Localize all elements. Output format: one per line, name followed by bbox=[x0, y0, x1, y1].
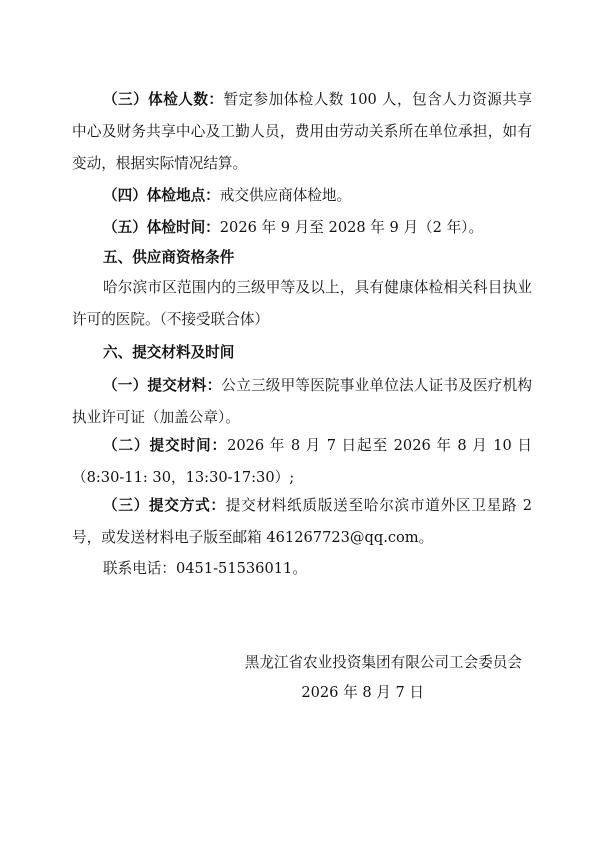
location-label: （四）体检地点： bbox=[103, 187, 220, 204]
headcount-paragraph bbox=[72, 84, 532, 180]
headcount-label: （三）体检人数： bbox=[103, 91, 224, 108]
period-text: 2026 年 9 月至 2028 年 9 月（2 年）。 bbox=[219, 219, 484, 236]
signature-org: 黑龙江省农业投资集团有限公司工会委员会 bbox=[244, 654, 522, 671]
period-label: （五）体检时间： bbox=[103, 219, 220, 236]
method-label: （三）提交方式： bbox=[103, 497, 226, 514]
materials-text: 公立三级甲等医院事业单位法人证书及医疗机构执业许可证（加盖公章）。 bbox=[72, 377, 532, 426]
location-text: 戒交供应商体检地。 bbox=[219, 187, 352, 204]
contact-line: 联系电话：0451-51536011。 bbox=[103, 560, 307, 577]
method-text: 提交材料纸质版送至哈尔滨市道外区卫星路 2 号，或发送材料电子版至邮箱 461267723@qq.com。 bbox=[72, 497, 532, 546]
method-paragraph bbox=[72, 490, 532, 554]
period-paragraph bbox=[72, 212, 532, 244]
location-paragraph bbox=[72, 180, 532, 212]
time-text: 2026 年 8 月 7 日起至 2026 年 8 月 10 日（8:30-11: 30，13:30-17:30）; bbox=[72, 437, 532, 486]
time-label: （二）提交时间： bbox=[103, 437, 228, 454]
section5-heading: 五、供应商资格条件 bbox=[103, 249, 235, 266]
time-paragraph bbox=[72, 430, 532, 494]
section5-body: 哈尔滨市区范围内的三级甲等及以上，具有健康体检相关科目执业许可的医院。（不接受联合体） bbox=[72, 279, 532, 328]
materials-paragraph bbox=[72, 370, 532, 434]
headcount-text: 暂定参加体检人数 100 人，包含人力资源共享中心及财务共享中心及工勤人员，费用由劳动关系所在单位承担，如有变动，根据实际情况结算。 bbox=[72, 91, 532, 172]
materials-label: （一）提交材料： bbox=[103, 377, 222, 394]
section6-heading: 六、提交材料及时间 bbox=[103, 344, 235, 361]
signature-date: 2026 年 8 月 7 日 bbox=[301, 684, 424, 701]
